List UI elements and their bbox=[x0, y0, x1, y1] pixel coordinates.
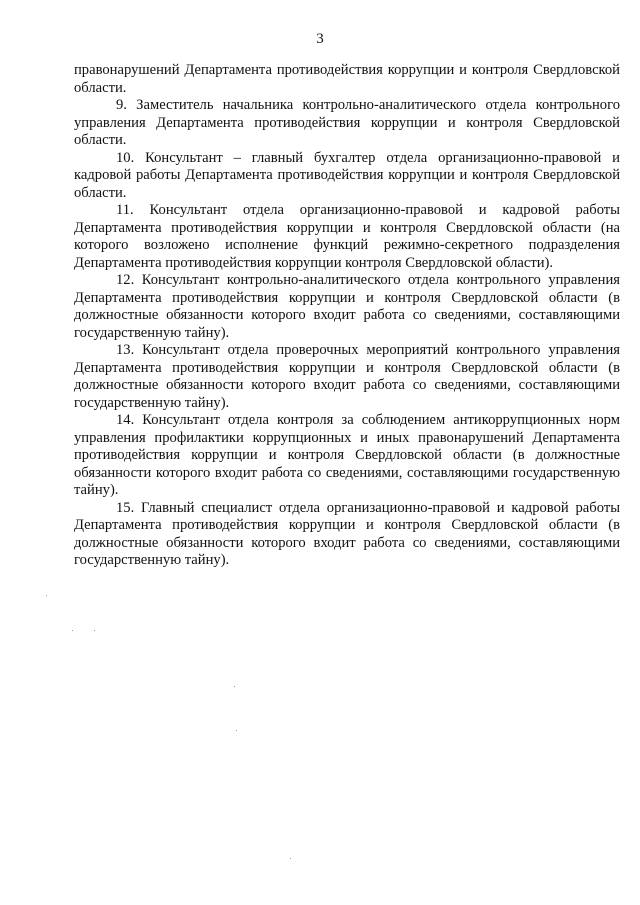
paragraph-continuation: правонарушений Департамента противодействия коррупции и контроля Свердловской области. bbox=[74, 62, 620, 96]
scan-speck bbox=[290, 858, 291, 859]
paragraph-item-15: 15. Главный специалист отдела организационно-правовой и кадровой работы Департамента противодействия коррупции и контроля Свердловской области (в должностные обязанности которого входит работа со сведениями, составляющими государственную тайну). bbox=[74, 499, 620, 568]
scan-speck bbox=[46, 595, 47, 596]
document-body bbox=[74, 62, 620, 570]
paragraph-item-9: 9. Заместитель начальника контрольно-аналитического отдела контрольного управления Департамента противодействия коррупции и контроля Свердловской области. bbox=[74, 97, 620, 148]
paragraph-item-14: 14. Консультант отдела контроля за соблюдением антикоррупционных норм управления профилактики коррупционных и иных правонарушений Департамента противодействия коррупции и контроля Свердловской области (в должностные обязанности которого входит работа со сведениями, составляющими государственную тайну). bbox=[74, 412, 620, 498]
scan-speck bbox=[72, 630, 73, 631]
page-number: 3 bbox=[316, 31, 324, 47]
scan-speck bbox=[94, 630, 95, 631]
scan-speck bbox=[236, 730, 237, 731]
paragraph-item-11: 11. Консультант отдела организационно-правовой и кадровой работы Департамента противодействия коррупции и контроля Свердловской области (на которого возложено исполнение функций режимно-секретного подразделения Департамента противодействия коррупции контроля Свердловской области). bbox=[74, 202, 620, 271]
scan-speck bbox=[234, 686, 235, 687]
paragraph-item-10: 10. Консультант – главный бухгалтер отдела организационно-правовой и кадровой работы Департамента противодействия коррупции и контроля Свердловской области. bbox=[74, 149, 620, 201]
paragraph-item-12: 12. Консультант контрольно-аналитического отдела контрольного управления Департамента противодействия коррупции и контроля Свердловской области (в должностные обязанности которого входит работа со сведениями, составляющими государственную тайну). bbox=[74, 272, 620, 341]
paragraph-item-13: 13. Консультант отдела проверочных мероприятий контрольного управления Департамента противодействия коррупции и контроля Свердловской области (в должностные обязанности которого входит работа со сведениями, составляющими государственную тайну). bbox=[74, 342, 620, 411]
